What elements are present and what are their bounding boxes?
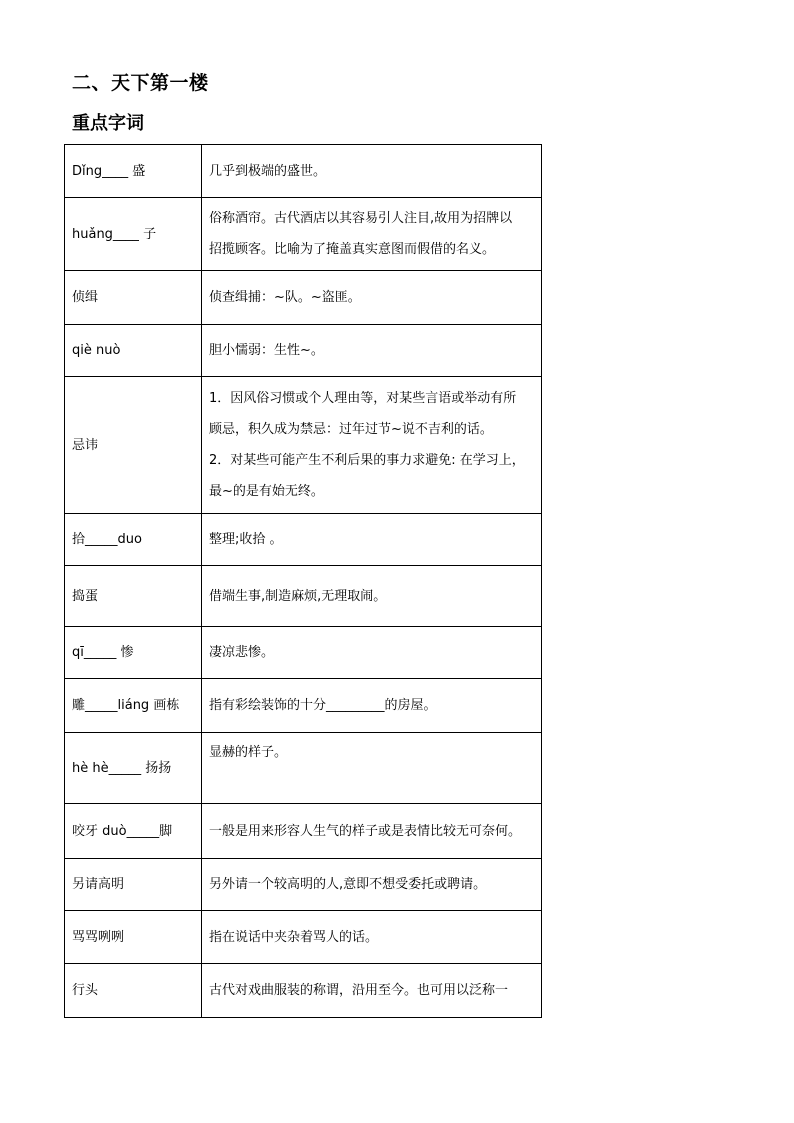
- table-row: [65, 198, 542, 271]
- definition-line: 胆小懦弱：生性~。: [209, 343, 324, 358]
- definition-cell: [202, 145, 542, 198]
- definition-cell: [202, 804, 542, 859]
- table-row: [65, 377, 542, 514]
- definition-line: 2．对某些可能产生不利后果的事力求避免: 在学习上，: [209, 453, 525, 468]
- section-title: 二、天下第一楼: [72, 72, 209, 94]
- definition-line: 借端生事,制造麻烦,无理取闹。: [209, 588, 387, 604]
- term-cell: 另请高明: [65, 859, 202, 911]
- definition-line: 另外请一个较高明的人,意即不想受委托或聘请。: [209, 877, 487, 892]
- term-cell: qiè nuò: [65, 325, 202, 377]
- term-cell: 咬牙 duò_____脚: [65, 804, 202, 859]
- definition-cell: [202, 679, 542, 733]
- definition-line: 显赫的样子。: [209, 745, 288, 760]
- definition-line: 1．因风俗习惯或个人理由等，对某些言语或举动有所: [209, 391, 517, 406]
- term-cell: 行头: [65, 964, 202, 1018]
- definition-cell: [202, 627, 542, 679]
- term-cell: Dǐng____ 盛: [65, 145, 202, 198]
- definition-cell: [202, 911, 542, 964]
- definition-line: 一般是用来形容人生气的样子或是表情比较无可奈何。: [209, 823, 522, 839]
- definition-cell: [202, 859, 542, 911]
- definition-cell: [202, 566, 542, 627]
- definition-line: 古代对戏曲服装的称谓，沿用至今。也可用以泛称一: [209, 983, 509, 998]
- term-cell: qī_____ 惨: [65, 627, 202, 679]
- table-row: [65, 566, 542, 627]
- definition-cell: [202, 964, 542, 1018]
- term-cell: hè hè_____ 扬扬: [65, 733, 202, 804]
- definition-cell: [202, 271, 542, 325]
- table-row: [65, 325, 542, 377]
- table-row: [65, 859, 542, 911]
- definition-cell: [202, 733, 542, 804]
- table-row: [65, 911, 542, 964]
- term-cell: 忌讳: [65, 377, 202, 514]
- definition-line: 几乎到极端的盛世。: [209, 163, 327, 179]
- definition-line: 整理;收拾 。: [209, 532, 283, 547]
- table-row: [65, 271, 542, 325]
- term-cell: huǎng____ 子: [65, 198, 202, 271]
- definition-cell: [202, 325, 542, 377]
- table-row: [65, 679, 542, 733]
- definition-line: 指在说话中夹杂着骂人的话。: [209, 929, 379, 945]
- table-row: [65, 514, 542, 566]
- definition-line: 俗称酒帘。古代酒店以其容易引人注目,故用为招牌以: [209, 211, 513, 226]
- term-cell: 拾_____duo: [65, 514, 202, 566]
- definition-cell: [202, 377, 542, 514]
- definition-line: 凄凉悲惨。: [209, 645, 275, 660]
- definition-line: 侦查缉捕：~队。~盗匪。: [209, 290, 361, 305]
- table-row: [65, 804, 542, 859]
- term-cell: 骂骂咧咧: [65, 911, 202, 964]
- definition-cell: [202, 514, 542, 566]
- vocabulary-table: [64, 144, 542, 1018]
- definition-line: 最~的是有始无终。: [209, 484, 324, 499]
- table-row: [65, 964, 542, 1018]
- term-cell: 侦缉: [65, 271, 202, 325]
- definition-line: 招揽顾客。比喻为了掩盖真实意图而假借的名义。: [209, 242, 496, 257]
- definition-line: 顾忌，积久成为禁忌：过年过节~说不吉利的话。: [209, 422, 493, 437]
- table-row: [65, 733, 542, 804]
- term-cell: 捣蛋: [65, 566, 202, 627]
- table-row: [65, 145, 542, 198]
- definition-cell: [202, 198, 542, 271]
- subsection-title: 重点字词: [72, 113, 144, 134]
- term-cell: 雕_____liáng 画栋: [65, 679, 202, 733]
- table-row: [65, 627, 542, 679]
- definition-line: 指有彩绘装饰的十分_________的房屋。: [209, 698, 437, 713]
